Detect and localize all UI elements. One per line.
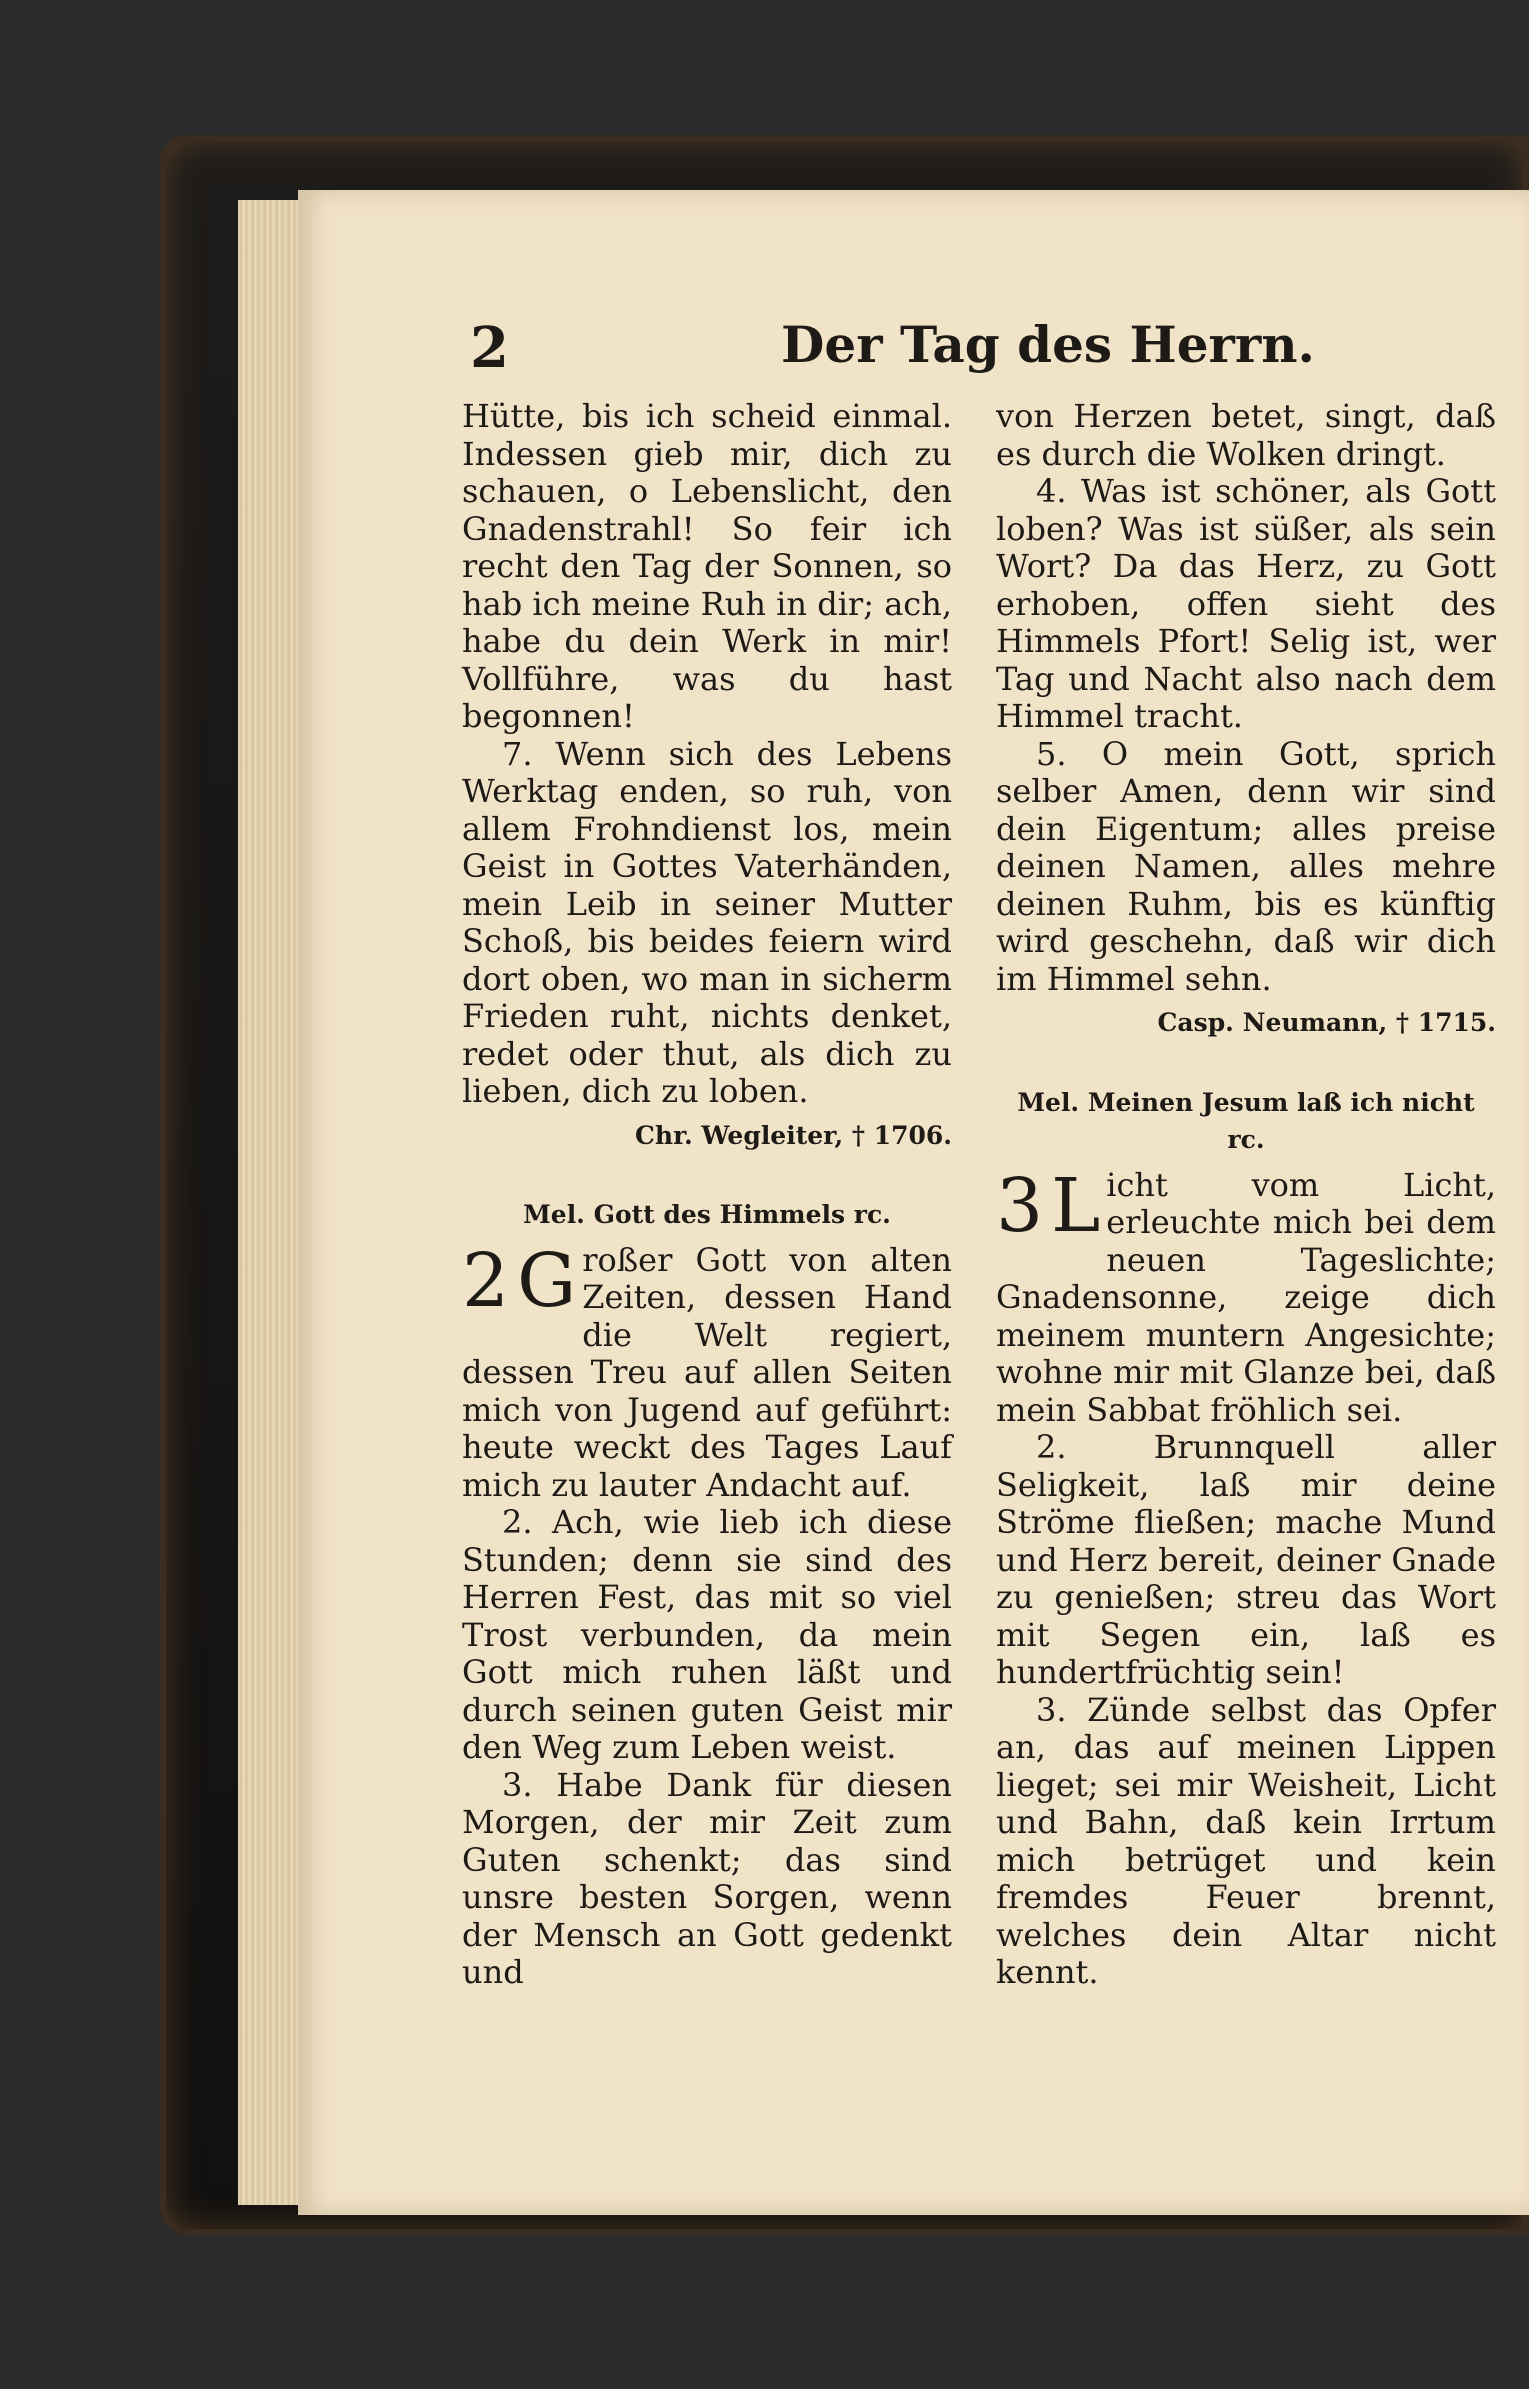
verse: 3. Zünde selbst das Opfer an, das auf meinen Lippen lieget; sei mir Weisheit, Licht und Bahn, daß kein Irrtum mich betrüget und kein fremdes Feuer brennt, welches dein Altar nicht kennt.	[996, 1690, 1496, 1991]
melody-line: Mel. Meinen Jesum laß ich nicht rc.	[1017, 1087, 1475, 1154]
page-edges	[238, 200, 298, 2205]
verse: 3. Habe Dank für diesen Morgen, der mir Zeit zum Guten schenkt; das sind unsre besten Sorgen, wenn der Mensch an Gott gedenkt und	[462, 1765, 952, 1991]
melody-line: Mel. Gott des Himmels rc.	[523, 1200, 891, 1229]
book-page	[298, 190, 1529, 2215]
hymn-start	[996, 1162, 1496, 1430]
verse: 5. O mein Gott, sprich selber Amen, denn wir sind dein Eigentum; alles preise deinen Namen, alles mehre deinen Ruhm, bis es künftig wird geschehn, daß wir dich im Himmel sehn.	[996, 734, 1496, 998]
right-column	[996, 398, 1496, 1992]
page-number: 2	[470, 315, 509, 381]
author-attribution: Casp. Neumann, † 1715.	[1157, 1008, 1496, 1037]
verse: 7. Wenn sich des Lebens Werktag enden, so ruh, von allem Frohndienst los, mein Geist in Gottes Vaterhänden, mein Leib in seiner Mutter Schoß, bis beides feiern wird dort oben, wo man in sicherm Frieden ruht, nichts denket, redet oder thut, als dich zu lieben, dich zu loben.	[462, 734, 952, 1110]
drop-cap: L	[1051, 1162, 1101, 1249]
running-title: Der Tag des Herrn.	[781, 315, 1315, 374]
verse: icht vom Licht, erleuchte mich bei dem neuen Tageslichte; Gnadensonne, zeige dich meinem muntern Angesichte; wohne mir mit Glanze bei, daß mein Sabbat fröhlich sei.	[996, 1165, 1496, 1429]
hymn-start	[462, 1237, 952, 1505]
hymn-number: 3	[996, 1162, 1044, 1249]
verse: roßer Gott von alten Zeiten, dessen Hand die Welt regiert, dessen Treu auf allen Seiten mich von Jugend auf geführt: heute weckt des Tages Lauf mich zu lauter Andacht auf.	[462, 1240, 952, 1504]
hymn-number: 2	[462, 1237, 510, 1324]
verse: 2. Ach, wie lieb ich diese Stunden; denn sie sind des Herren Fest, das mit so viel Trost verbunden, da mein Gott mich ruhen läßt und durch seinen guten Geist mir den Weg zum Leben weist.	[462, 1503, 952, 1766]
verse: von Herzen betet, singt, daß es durch die Wolken dringt.	[996, 397, 1496, 473]
page-header	[298, 315, 1529, 395]
verse: Hütte, bis ich scheid einmal. Indessen gieb mir, dich zu schauen, o Lebenslicht, den Gnadenstrahl! So feir ich recht den Tag der Sonnen, so hab ich meine Ruh in dir; ach, habe du dein Werk in mir! Vollführe, was du hast begonnen!	[462, 397, 952, 735]
left-column	[462, 398, 952, 1992]
verse: 4. Was ist schöner, als Gott loben? Was ist süßer, als sein Wort? Da das Herz, zu Gott erhoben, offen sieht des Himmels Pfort! Selig ist, wer Tag und Nacht also nach dem Himmel tracht.	[996, 472, 1496, 735]
author-attribution: Chr. Wegleiter, † 1706.	[635, 1120, 952, 1150]
verse: 2. Brunnquell aller Seligkeit, laß mir deine Ströme fließen; mache Mund und Herz bereit, deiner Gnade zu genießen; streu das Wort mit Segen ein, laß es hundertfrüchtig sein!	[996, 1428, 1496, 1691]
drop-cap: G	[517, 1237, 577, 1324]
